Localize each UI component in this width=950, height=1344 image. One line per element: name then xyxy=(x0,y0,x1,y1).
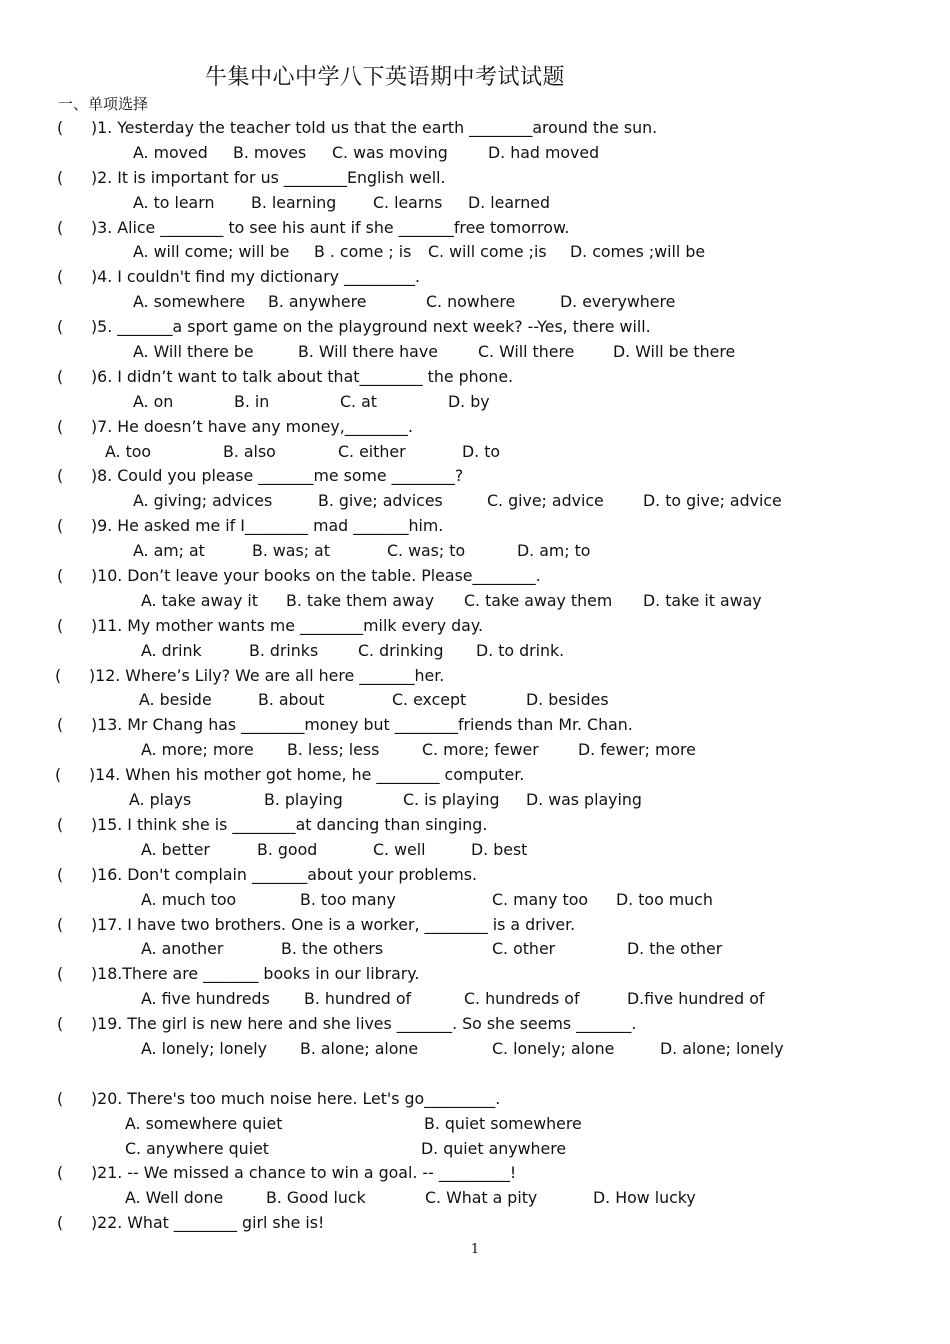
question-stem: )6. I didn’t want to talk about that________ the phone. xyxy=(91,366,514,386)
option-a: A. too xyxy=(105,441,152,461)
option-a: A. take away it xyxy=(141,590,259,610)
option-c: C. give; advice xyxy=(487,491,604,511)
question-row xyxy=(0,614,950,639)
question-stem: )20. There's too much noise here. Let's go_________. xyxy=(91,1088,501,1108)
answer-paren[interactable]: ( xyxy=(57,1014,64,1034)
question-row xyxy=(0,913,950,938)
question-row xyxy=(0,166,950,191)
answer-paren[interactable]: ( xyxy=(57,715,64,735)
option-c: C. many too xyxy=(492,889,589,909)
option-c: C. anywhere quiet xyxy=(125,1138,269,1158)
option-d: D. the other xyxy=(627,939,723,959)
answer-paren[interactable]: ( xyxy=(57,366,64,386)
question-row xyxy=(0,365,950,390)
option-d: D. comes ;will be xyxy=(570,242,706,262)
option-a: A. five hundreds xyxy=(141,989,270,1009)
option-c: C. was moving xyxy=(332,142,448,162)
option-d: D. was playing xyxy=(526,790,642,810)
option-b: B. quiet somewhere xyxy=(424,1113,582,1133)
option-a: A. better xyxy=(141,839,210,859)
option-d: D. too much xyxy=(616,889,713,909)
question-row xyxy=(0,564,950,589)
answer-paren[interactable]: ( xyxy=(57,217,64,237)
option-d: D. am; to xyxy=(517,541,591,561)
option-b: B. give; advices xyxy=(318,491,443,511)
option-row xyxy=(0,489,950,514)
answer-paren[interactable]: ( xyxy=(57,566,64,586)
option-b: B. anywhere xyxy=(268,292,367,312)
question-row xyxy=(0,464,950,489)
answer-paren[interactable]: ( xyxy=(55,765,62,785)
option-row xyxy=(0,1137,950,1162)
question-stem: )22. What ________ girl she is! xyxy=(91,1213,325,1233)
option-c: C. learns xyxy=(373,192,443,212)
question-stem: )5. _______a sport game on the playground next week? --Yes, there will. xyxy=(91,317,651,337)
option-d: D. to drink. xyxy=(476,640,565,660)
option-d: D. best xyxy=(471,839,528,859)
question-row xyxy=(0,1087,950,1112)
question-row xyxy=(0,664,950,689)
section-heading: 一、单项选择 xyxy=(58,95,149,113)
question-stem: )10. Don’t leave your books on the table. Please________. xyxy=(91,566,541,586)
option-a: A. another xyxy=(141,939,224,959)
answer-paren[interactable]: ( xyxy=(57,118,64,137)
option-c: C. take away them xyxy=(464,590,613,610)
answer-paren[interactable]: ( xyxy=(57,317,64,337)
option-a: A. beside xyxy=(139,690,212,710)
answer-paren[interactable]: ( xyxy=(57,814,64,834)
option-c: C. was; to xyxy=(387,541,466,561)
option-c: C. well xyxy=(373,839,426,859)
option-b: B. was; at xyxy=(252,541,330,561)
question-row xyxy=(0,415,950,440)
option-d: D. besides xyxy=(526,690,609,710)
option-c: C. will come ;is xyxy=(428,242,547,262)
option-a: A. am; at xyxy=(133,541,205,561)
option-row xyxy=(0,290,950,315)
answer-paren[interactable]: ( xyxy=(57,466,64,486)
question-list xyxy=(0,116,950,1236)
option-row xyxy=(0,688,950,713)
option-row xyxy=(0,1112,950,1137)
option-b: B. good xyxy=(257,839,318,859)
option-row xyxy=(0,589,950,614)
option-a: A. somewhere xyxy=(133,292,246,312)
option-row xyxy=(0,1186,950,1211)
option-d: D. learned xyxy=(468,192,550,212)
exam-title: 牛集中心中学八下英语期中考试试题 xyxy=(204,65,565,90)
option-b: B. moves xyxy=(233,142,307,162)
option-c: C. at xyxy=(340,391,377,411)
option-c: C. other xyxy=(492,939,556,959)
question-row xyxy=(0,315,950,340)
option-b: B. Good luck xyxy=(266,1188,366,1208)
option-d: D. How lucky xyxy=(593,1188,696,1208)
option-a: A. to learn xyxy=(133,192,215,212)
option-row xyxy=(0,738,950,763)
option-b: B. playing xyxy=(264,790,343,810)
option-b: B. learning xyxy=(251,192,337,212)
option-row xyxy=(0,440,950,465)
option-d: D. had moved xyxy=(488,142,600,162)
option-c: C. What a pity xyxy=(425,1188,538,1208)
option-a: A. drink xyxy=(141,640,202,660)
question-row xyxy=(0,265,950,290)
answer-paren[interactable]: ( xyxy=(57,416,64,436)
option-a: A. Well done xyxy=(125,1188,224,1208)
option-a: A. giving; advices xyxy=(133,491,273,511)
question-stem: )8. Could you please _______me some ________? xyxy=(91,466,464,486)
question-stem: )19. The girl is new here and she lives _______. So she seems _______. xyxy=(91,1014,637,1034)
question-stem: )7. He doesn’t have any money,________. xyxy=(91,416,413,436)
option-row xyxy=(0,937,950,962)
option-d: D. alone; lonely xyxy=(660,1038,784,1058)
option-b: B. Will there have xyxy=(298,342,438,362)
option-row xyxy=(0,191,950,216)
answer-paren[interactable]: ( xyxy=(57,167,64,187)
option-b: B. the others xyxy=(281,939,384,959)
option-a: A. plays xyxy=(129,790,192,810)
option-b: B. take them away xyxy=(286,590,435,610)
option-a: A. more; more xyxy=(141,740,254,760)
option-d: D. Will be there xyxy=(613,342,736,362)
question-row xyxy=(0,962,950,987)
option-d: D. everywhere xyxy=(560,292,676,312)
option-row xyxy=(0,390,950,415)
option-a: A. moved xyxy=(133,142,208,162)
question-row xyxy=(0,813,950,838)
answer-paren[interactable]: ( xyxy=(55,665,62,685)
question-stem: )14. When his mother got home, he ________ computer. xyxy=(89,765,525,785)
option-d: D. by xyxy=(448,391,490,411)
option-c: C. Will there xyxy=(478,342,575,362)
option-a: A. will come; will be xyxy=(133,242,290,262)
question-stem: )9. He asked me if I________ mad _______him. xyxy=(91,516,444,536)
option-b: B. less; less xyxy=(287,740,380,760)
option-c: C. hundreds of xyxy=(464,989,580,1009)
question-row xyxy=(0,1211,950,1236)
question-stem: )15. I think she is ________at dancing than singing. xyxy=(91,814,488,834)
question-stem: )16. Don't complain _______about your problems. xyxy=(91,864,478,884)
option-c: C. either xyxy=(338,441,406,461)
option-c: C. drinking xyxy=(358,640,444,660)
question-stem: )17. I have two brothers. One is a worker, ________ is a driver. xyxy=(91,914,576,934)
option-d: D.five hundred of xyxy=(627,989,765,1009)
option-c: C. lonely; alone xyxy=(492,1038,615,1058)
question-row xyxy=(0,1161,950,1186)
option-d: D. to xyxy=(462,441,501,461)
option-row xyxy=(0,888,950,913)
option-row xyxy=(0,539,950,564)
question-row xyxy=(0,514,950,539)
option-a: A. somewhere quiet xyxy=(125,1113,283,1133)
option-b: B. in xyxy=(234,391,270,411)
option-b: B. drinks xyxy=(249,640,319,660)
option-d: D. to give; advice xyxy=(643,491,782,511)
question-stem: )11. My mother wants me ________milk every day. xyxy=(91,615,483,635)
blank-line xyxy=(0,1062,950,1087)
option-d: D. quiet anywhere xyxy=(421,1138,567,1158)
option-a: A. on xyxy=(133,391,174,411)
answer-paren[interactable]: ( xyxy=(57,1163,64,1183)
answer-paren[interactable]: ( xyxy=(57,964,64,984)
option-b: B. alone; alone xyxy=(300,1038,419,1058)
option-b: B. also xyxy=(223,441,276,461)
question-row xyxy=(0,863,950,888)
question-row xyxy=(0,216,950,241)
page-number: 1 xyxy=(470,1242,480,1257)
answer-paren[interactable]: ( xyxy=(57,267,64,287)
option-a: A. much too xyxy=(141,889,237,909)
question-row xyxy=(0,1012,950,1037)
answer-paren[interactable]: ( xyxy=(57,516,64,536)
option-row xyxy=(0,639,950,664)
option-b: B . come ; is xyxy=(314,242,412,262)
question-stem: )2. It is important for us ________English well. xyxy=(91,167,446,187)
option-row xyxy=(0,788,950,813)
option-row xyxy=(0,987,950,1012)
question-stem: )3. Alice ________ to see his aunt if she _______free tomorrow. xyxy=(91,217,570,237)
option-d: D. fewer; more xyxy=(578,740,696,760)
option-c: C. is playing xyxy=(403,790,500,810)
option-c: C. except xyxy=(392,690,467,710)
option-b: B. hundred of xyxy=(304,989,412,1009)
option-c: C. more; fewer xyxy=(422,740,539,760)
question-stem: )1. Yesterday the teacher told us that the earth ________around the sun. xyxy=(91,118,658,137)
option-row xyxy=(0,141,950,166)
question-stem: )13. Mr Chang has ________money but ________friends than Mr. Chan. xyxy=(91,715,633,735)
answer-paren[interactable]: ( xyxy=(57,1213,64,1233)
option-b: B. too many xyxy=(300,889,396,909)
question-stem: )4. I couldn't find my dictionary _________. xyxy=(91,267,421,287)
answer-paren[interactable]: ( xyxy=(57,615,64,635)
option-d: D. take it away xyxy=(643,590,762,610)
option-c: C. nowhere xyxy=(426,292,516,312)
answer-paren[interactable]: ( xyxy=(57,864,64,884)
option-row xyxy=(0,240,950,265)
option-row xyxy=(0,838,950,863)
question-row xyxy=(0,713,950,738)
option-a: A. Will there be xyxy=(133,342,254,362)
option-row xyxy=(0,340,950,365)
question-row xyxy=(0,116,950,141)
question-stem: )21. -- We missed a chance to win a goal. -- _________! xyxy=(91,1163,517,1183)
answer-paren[interactable]: ( xyxy=(57,1088,64,1108)
question-stem: )12. Where’s Lily? We are all here _______her. xyxy=(89,665,445,685)
question-stem: )18.There are _______ books in our library. xyxy=(91,964,420,984)
question-row xyxy=(0,763,950,788)
answer-paren[interactable]: ( xyxy=(57,914,64,934)
option-a: A. lonely; lonely xyxy=(141,1038,267,1058)
option-row xyxy=(0,1037,950,1062)
option-b: B. about xyxy=(258,690,325,710)
